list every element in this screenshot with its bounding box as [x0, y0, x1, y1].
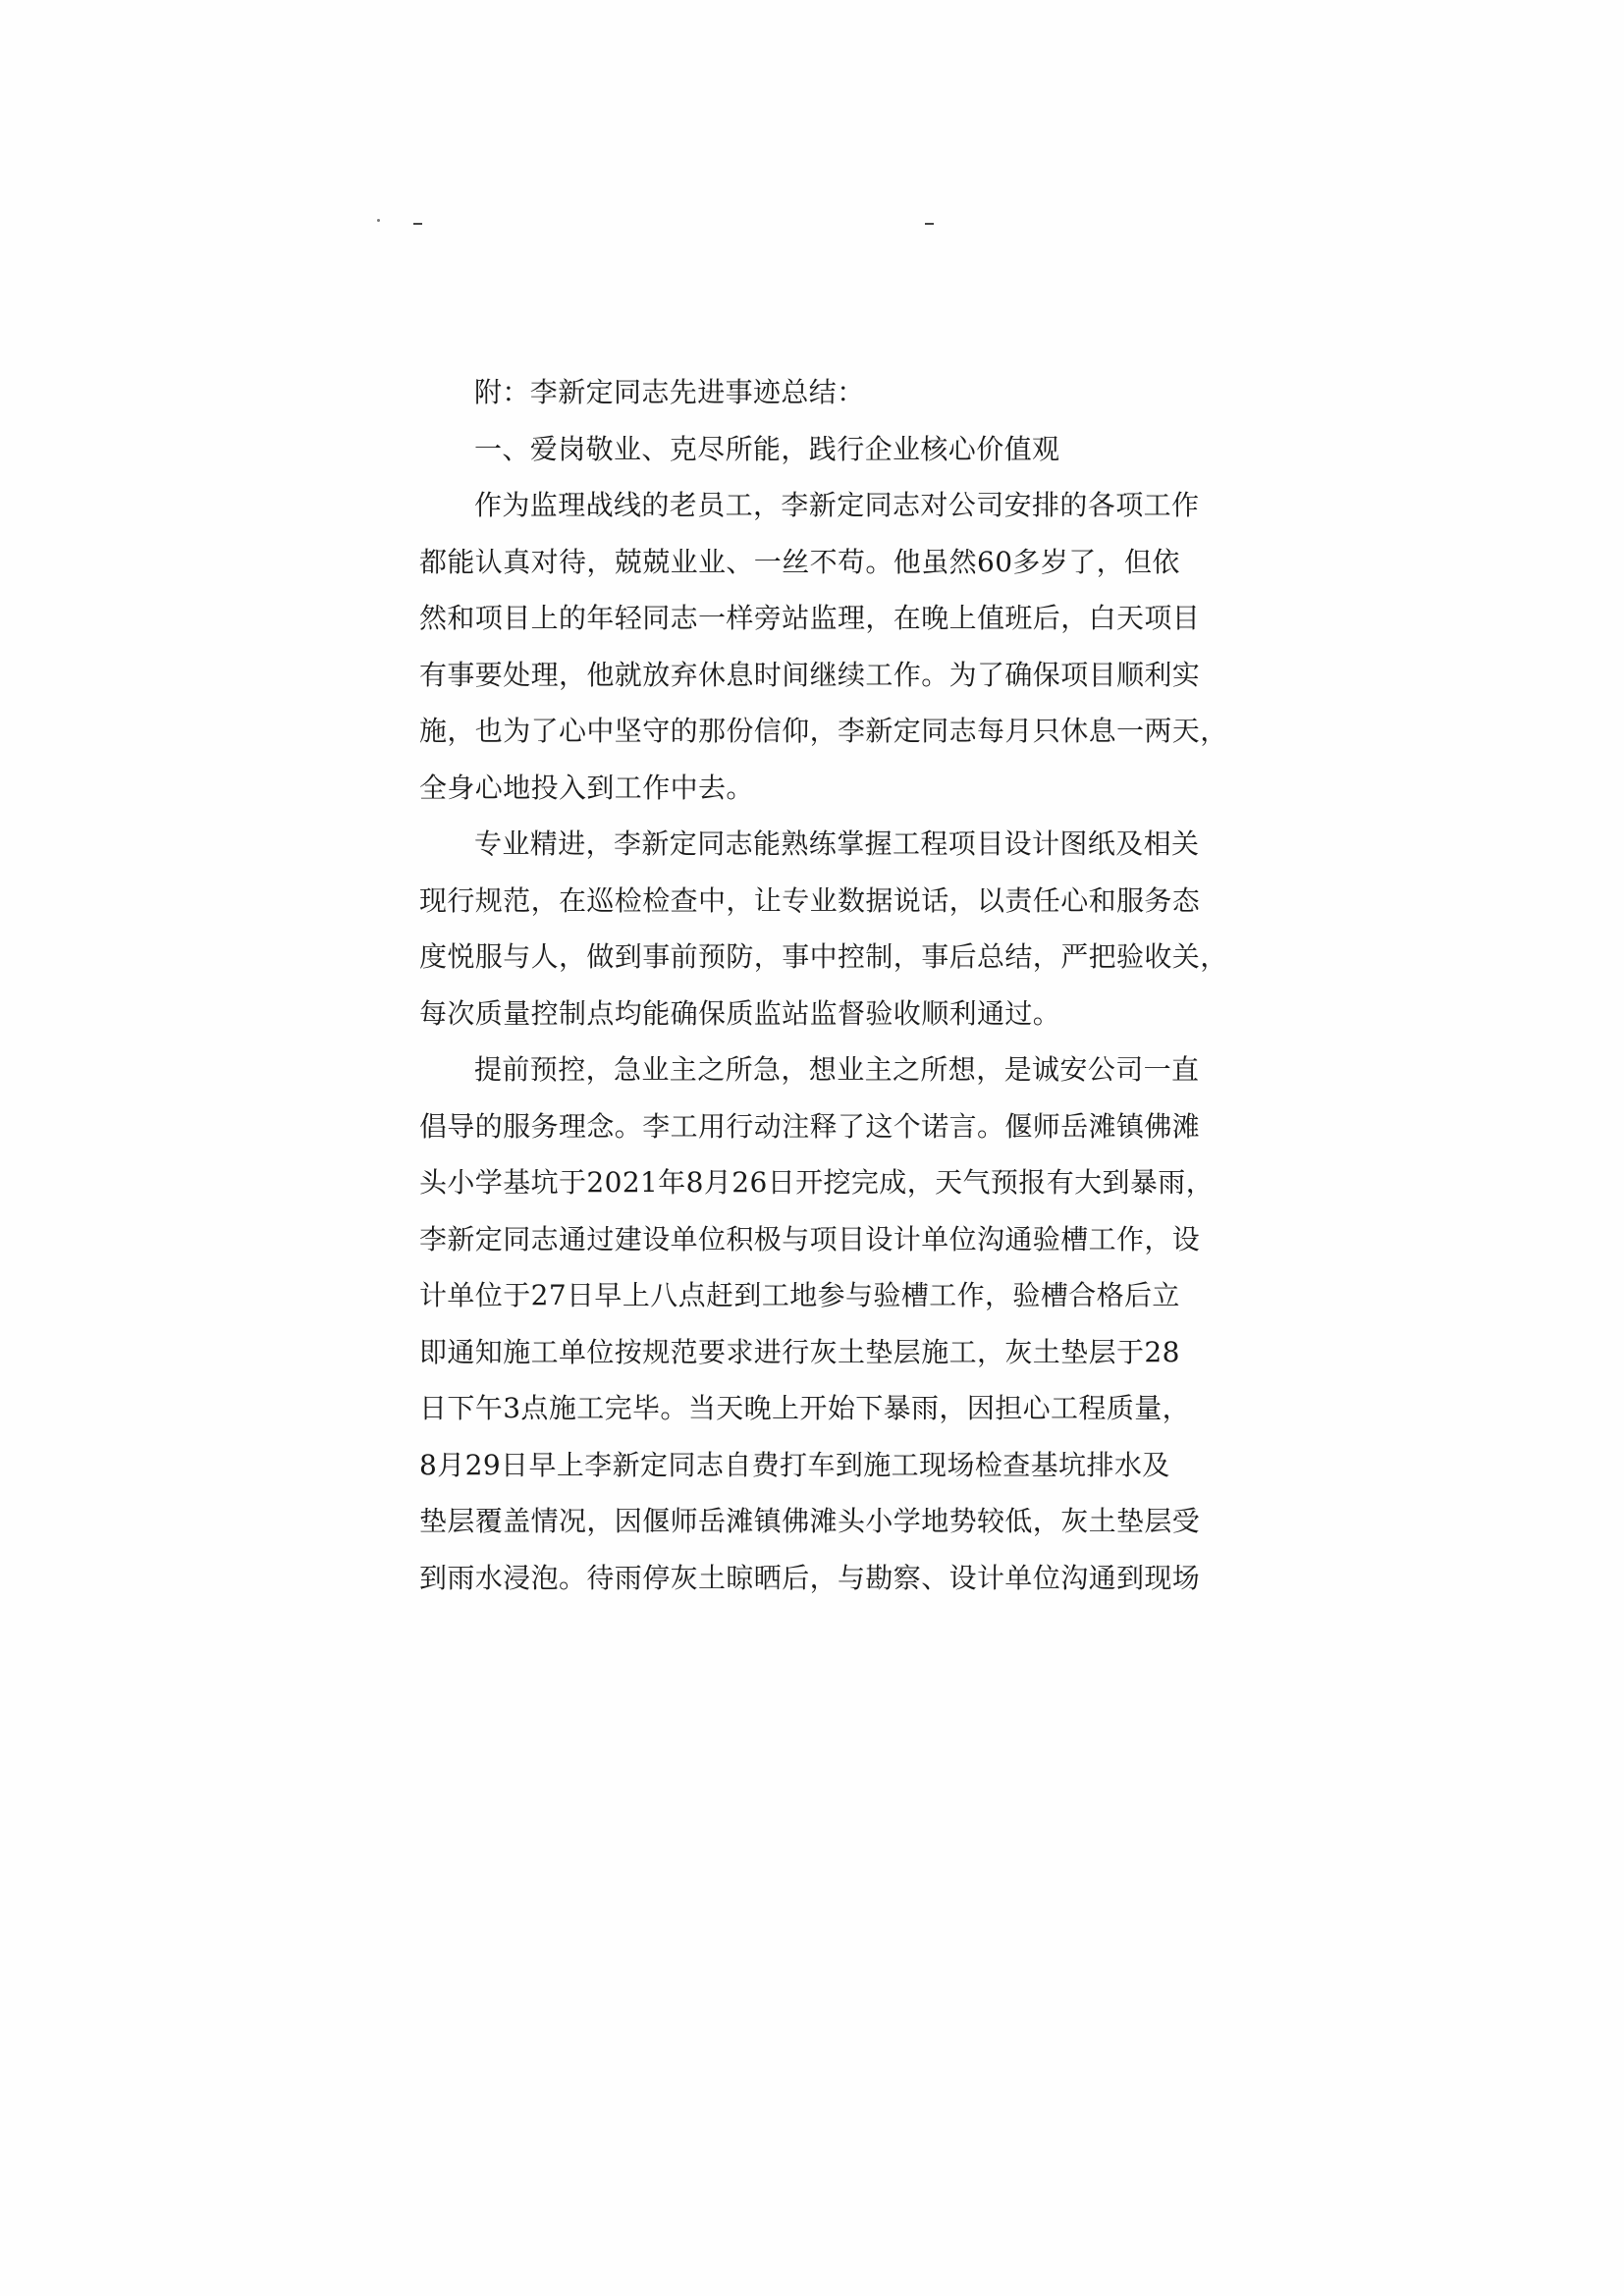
text-line: 垫层覆盖情况，因偃师岳滩镇佛滩头小学地势较低，灰土垫层受 — [419, 1505, 1201, 1537]
text-line: 日下午3点施工完毕。当天晚上开始下暴雨，因担心工程质量， — [419, 1392, 1191, 1424]
text-line: 头小学基坑于2021年8月26日开挖完成，天气预报有大到暴雨， — [419, 1166, 1215, 1199]
text-line: 现行规范，在巡检检查中，让专业数据说话，以责任心和服务态 — [419, 883, 1201, 917]
text-line: 施，也为了心中坚守的那份信仰，李新定同志每月只休息一两天， — [419, 715, 1228, 747]
text-line: 作为监理战线的老员工，李新定同志对公司安排的各项工作 — [474, 489, 1200, 521]
paragraph-1 — [419, 477, 1228, 816]
text-line: 然和项目上的年轻同志一样旁站监理，在晚上值班后，白天项目 — [419, 602, 1201, 634]
text-line: 计单位于27日早上八点赶到工地参与验槽工作，验槽合格后立 — [419, 1279, 1180, 1311]
scan-speck — [413, 223, 422, 225]
text-line: 即通知施工单位按规范要求进行灰土垫层施工，灰土垫层于28 — [419, 1335, 1180, 1368]
document-body — [419, 364, 1228, 1606]
text-line: 8月29日早上李新定同志自费打车到施工现场检查基坑排水及 — [419, 1448, 1170, 1481]
text-line: 有事要处理，他就放弃休息时间继续工作。为了确保项目顺利实 — [419, 658, 1201, 691]
paragraph-3 — [419, 1041, 1215, 1606]
text-line: 都能认真对待，兢兢业业、一丝不苟。他虽然60多岁了，但依 — [419, 545, 1180, 578]
text-line: 到雨水浸泡。待雨停灰土晾晒后，与勘察、设计单位沟通到现场 — [419, 1561, 1201, 1594]
document-title: 附：李新定同志先进事迹总结： — [474, 376, 865, 408]
text-line: 提前预控，急业主之所急，想业主之所想，是诚安公司一直 — [474, 1053, 1200, 1086]
text-line: 倡导的服务理念。李工用行动注释了这个诺言。偃师岳滩镇佛滩 — [419, 1109, 1201, 1143]
text-line: 度悦服与人，做到事前预防，事中控制，事后总结，严把验收关， — [419, 940, 1228, 973]
text-line: 全身心地投入到工作中去。 — [419, 771, 754, 804]
text-line: 专业精进，李新定同志能熟练掌握工程项目设计图纸及相关 — [474, 828, 1200, 860]
section-heading: 一、爱岗敬业、克尽所能，践行企业核心价值观 — [474, 432, 1060, 465]
scan-speck — [925, 223, 934, 225]
text-line: 每次质量控制点均能确保质监站监督验收顺利通过。 — [419, 996, 1061, 1030]
paragraph-2 — [419, 816, 1228, 1041]
text-line: 李新定同志通过建设单位积极与项目设计单位沟通验槽工作，设 — [419, 1222, 1201, 1255]
scan-speck — [377, 219, 380, 222]
